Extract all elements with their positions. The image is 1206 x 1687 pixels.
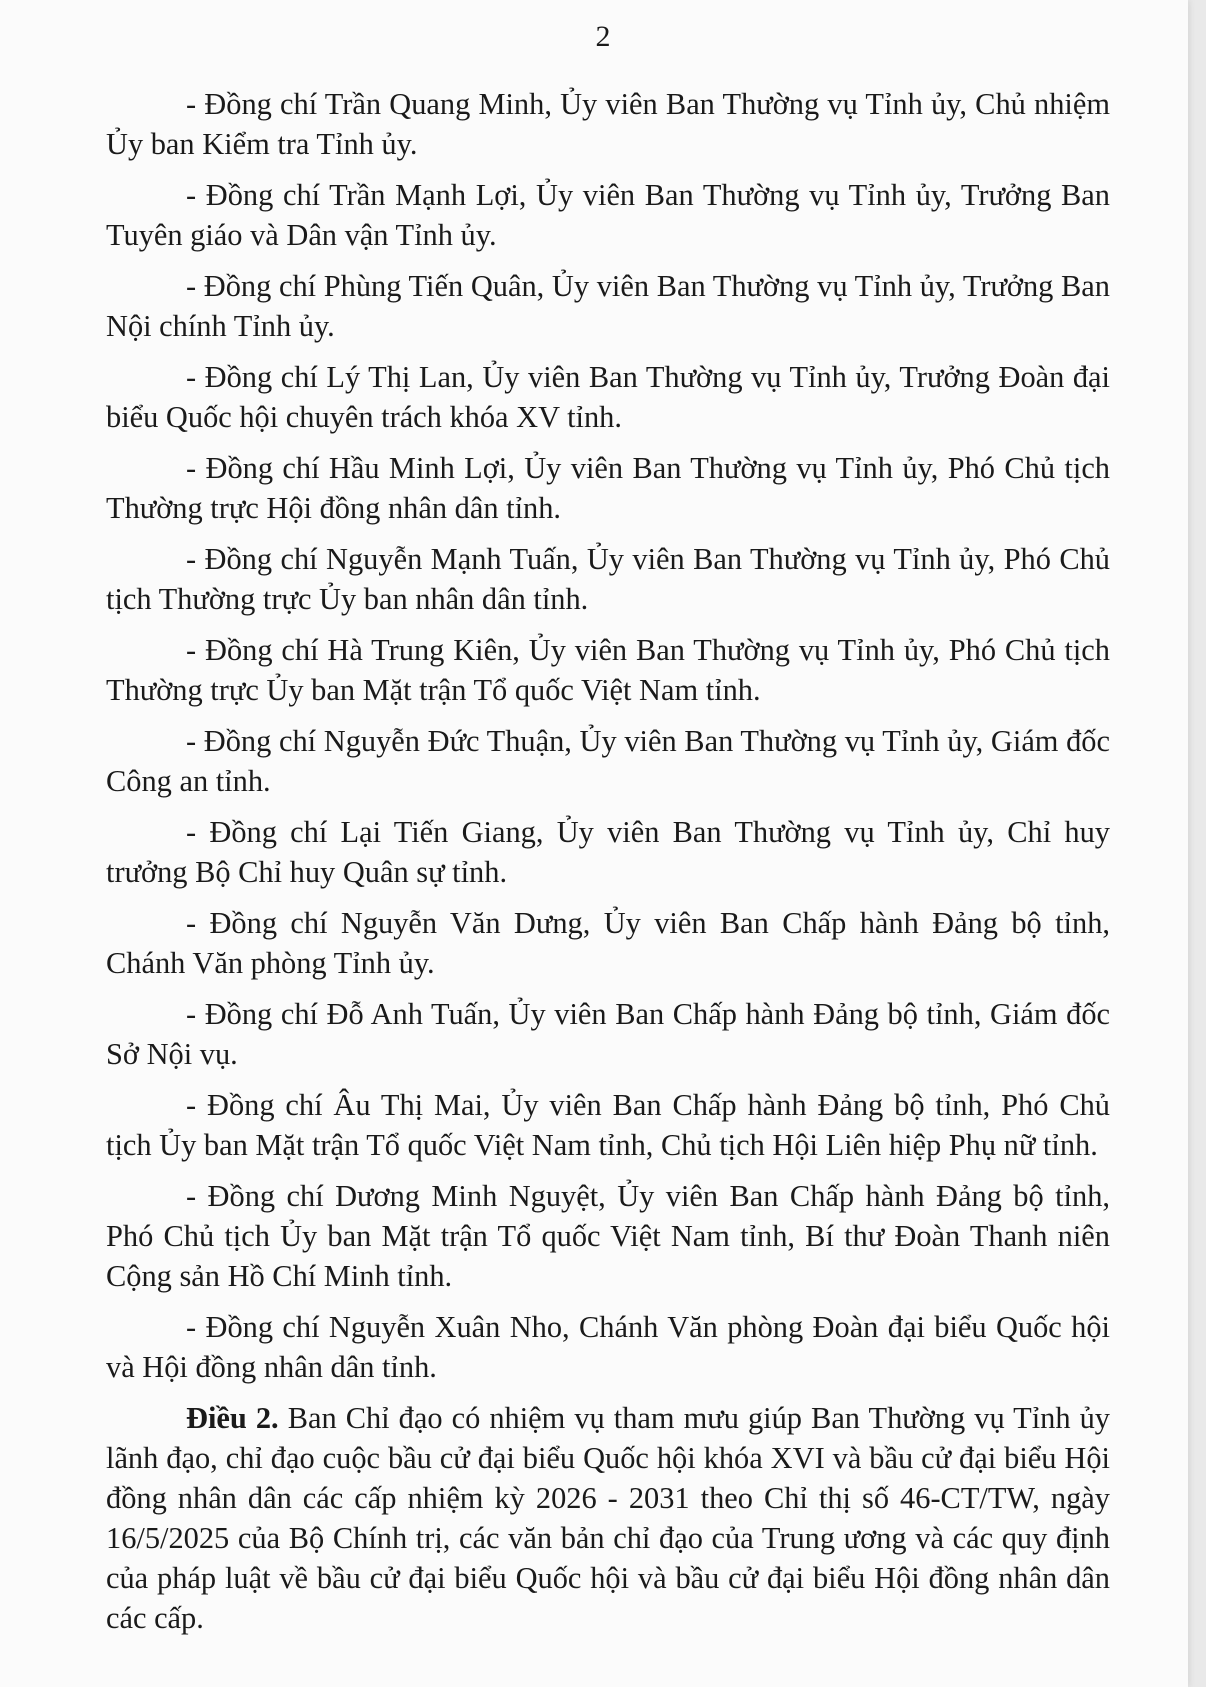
member-item: - Đồng chí Âu Thị Mai, Ủy viên Ban Chấp hành Đảng bộ tỉnh, Phó Chủ tịch Ủy ban Mặt trận Tổ quốc Việt Nam tỉnh, Chủ tịch Hội Liên hiệp Phụ nữ tỉnh. bbox=[106, 1088, 1110, 1162]
article-2-label: Điều 2. bbox=[186, 1401, 279, 1435]
page-number: 2 bbox=[595, 20, 611, 53]
member-item: - Đồng chí Hà Trung Kiên, Ủy viên Ban Thường vụ Tỉnh ủy, Phó Chủ tịch Thường trực Ủy ban Mặt trận Tổ quốc Việt Nam tỉnh. bbox=[106, 633, 1110, 707]
member-item: - Đồng chí Phùng Tiến Quân, Ủy viên Ban Thường vụ Tỉnh ủy, Trưởng Ban Nội chính Tỉnh ủy. bbox=[106, 269, 1110, 343]
member-item: - Đồng chí Dương Minh Nguyệt, Ủy viên Ban Chấp hành Đảng bộ tỉnh, Phó Chủ tịch Ủy ban Mặt trận Tổ quốc Việt Nam tỉnh, Bí thư Đoàn Thanh niên Cộng sản Hồ Chí Minh tỉnh. bbox=[106, 1179, 1110, 1293]
member-item: - Đồng chí Trần Quang Minh, Ủy viên Ban Thường vụ Tỉnh ủy, Chủ nhiệm Ủy ban Kiểm tra Tỉnh ủy. bbox=[106, 87, 1110, 161]
member-item: - Đồng chí Lý Thị Lan, Ủy viên Ban Thường vụ Tỉnh ủy, Trưởng Đoàn đại biểu Quốc hội chuyên trách khóa XV tỉnh. bbox=[106, 360, 1110, 434]
member-item: - Đồng chí Nguyễn Đức Thuận, Ủy viên Ban Thường vụ Tỉnh ủy, Giám đốc Công an tỉnh. bbox=[106, 724, 1110, 798]
member-item: - Đồng chí Nguyễn Mạnh Tuấn, Ủy viên Ban Thường vụ Tỉnh ủy, Phó Chủ tịch Thường trực Ủy ban nhân dân tỉnh. bbox=[106, 542, 1110, 616]
member-item: - Đồng chí Nguyễn Văn Dưng, Ủy viên Ban Chấp hành Đảng bộ tỉnh, Chánh Văn phòng Tỉnh ủy. bbox=[106, 906, 1110, 980]
member-item: - Đồng chí Đỗ Anh Tuấn, Ủy viên Ban Chấp hành Đảng bộ tỉnh, Giám đốc Sở Nội vụ. bbox=[106, 997, 1110, 1071]
document-body bbox=[106, 84, 1110, 1649]
member-item: - Đồng chí Lại Tiến Giang, Ủy viên Ban Thường vụ Tỉnh ủy, Chỉ huy trưởng Bộ Chỉ huy Quân sự tỉnh. bbox=[106, 815, 1110, 889]
article-2 bbox=[106, 1398, 1110, 1638]
member-item: - Đồng chí Nguyễn Xuân Nho, Chánh Văn phòng Đoàn đại biểu Quốc hội và Hội đồng nhân dân tỉnh. bbox=[106, 1310, 1110, 1384]
article-2-text: Ban Chỉ đạo có nhiệm vụ tham mưu giúp Ban Thường vụ Tỉnh ủy lãnh đạo, chỉ đạo cuộc bầu cử đại biểu Quốc hội khóa XVI và bầu cử đại biểu Hội đồng nhân dân các cấp nhiệm kỳ 2026 - 2031 theo Chỉ thị số 46-CT/TW, ngày 16/5/2025 của Bộ Chính trị, các văn bản chỉ đạo của Trung ương và các quy định của pháp luật về bầu cử đại biểu Quốc hội và bầu cử đại biểu Hội đồng nhân dân các cấp. bbox=[106, 1401, 1110, 1635]
member-item: - Đồng chí Hầu Minh Lợi, Ủy viên Ban Thường vụ Tỉnh ủy, Phó Chủ tịch Thường trực Hội đồng nhân dân tỉnh. bbox=[106, 451, 1110, 525]
member-item: - Đồng chí Trần Mạnh Lợi, Ủy viên Ban Thường vụ Tỉnh ủy, Trưởng Ban Tuyên giáo và Dân vận Tỉnh ủy. bbox=[106, 178, 1110, 252]
